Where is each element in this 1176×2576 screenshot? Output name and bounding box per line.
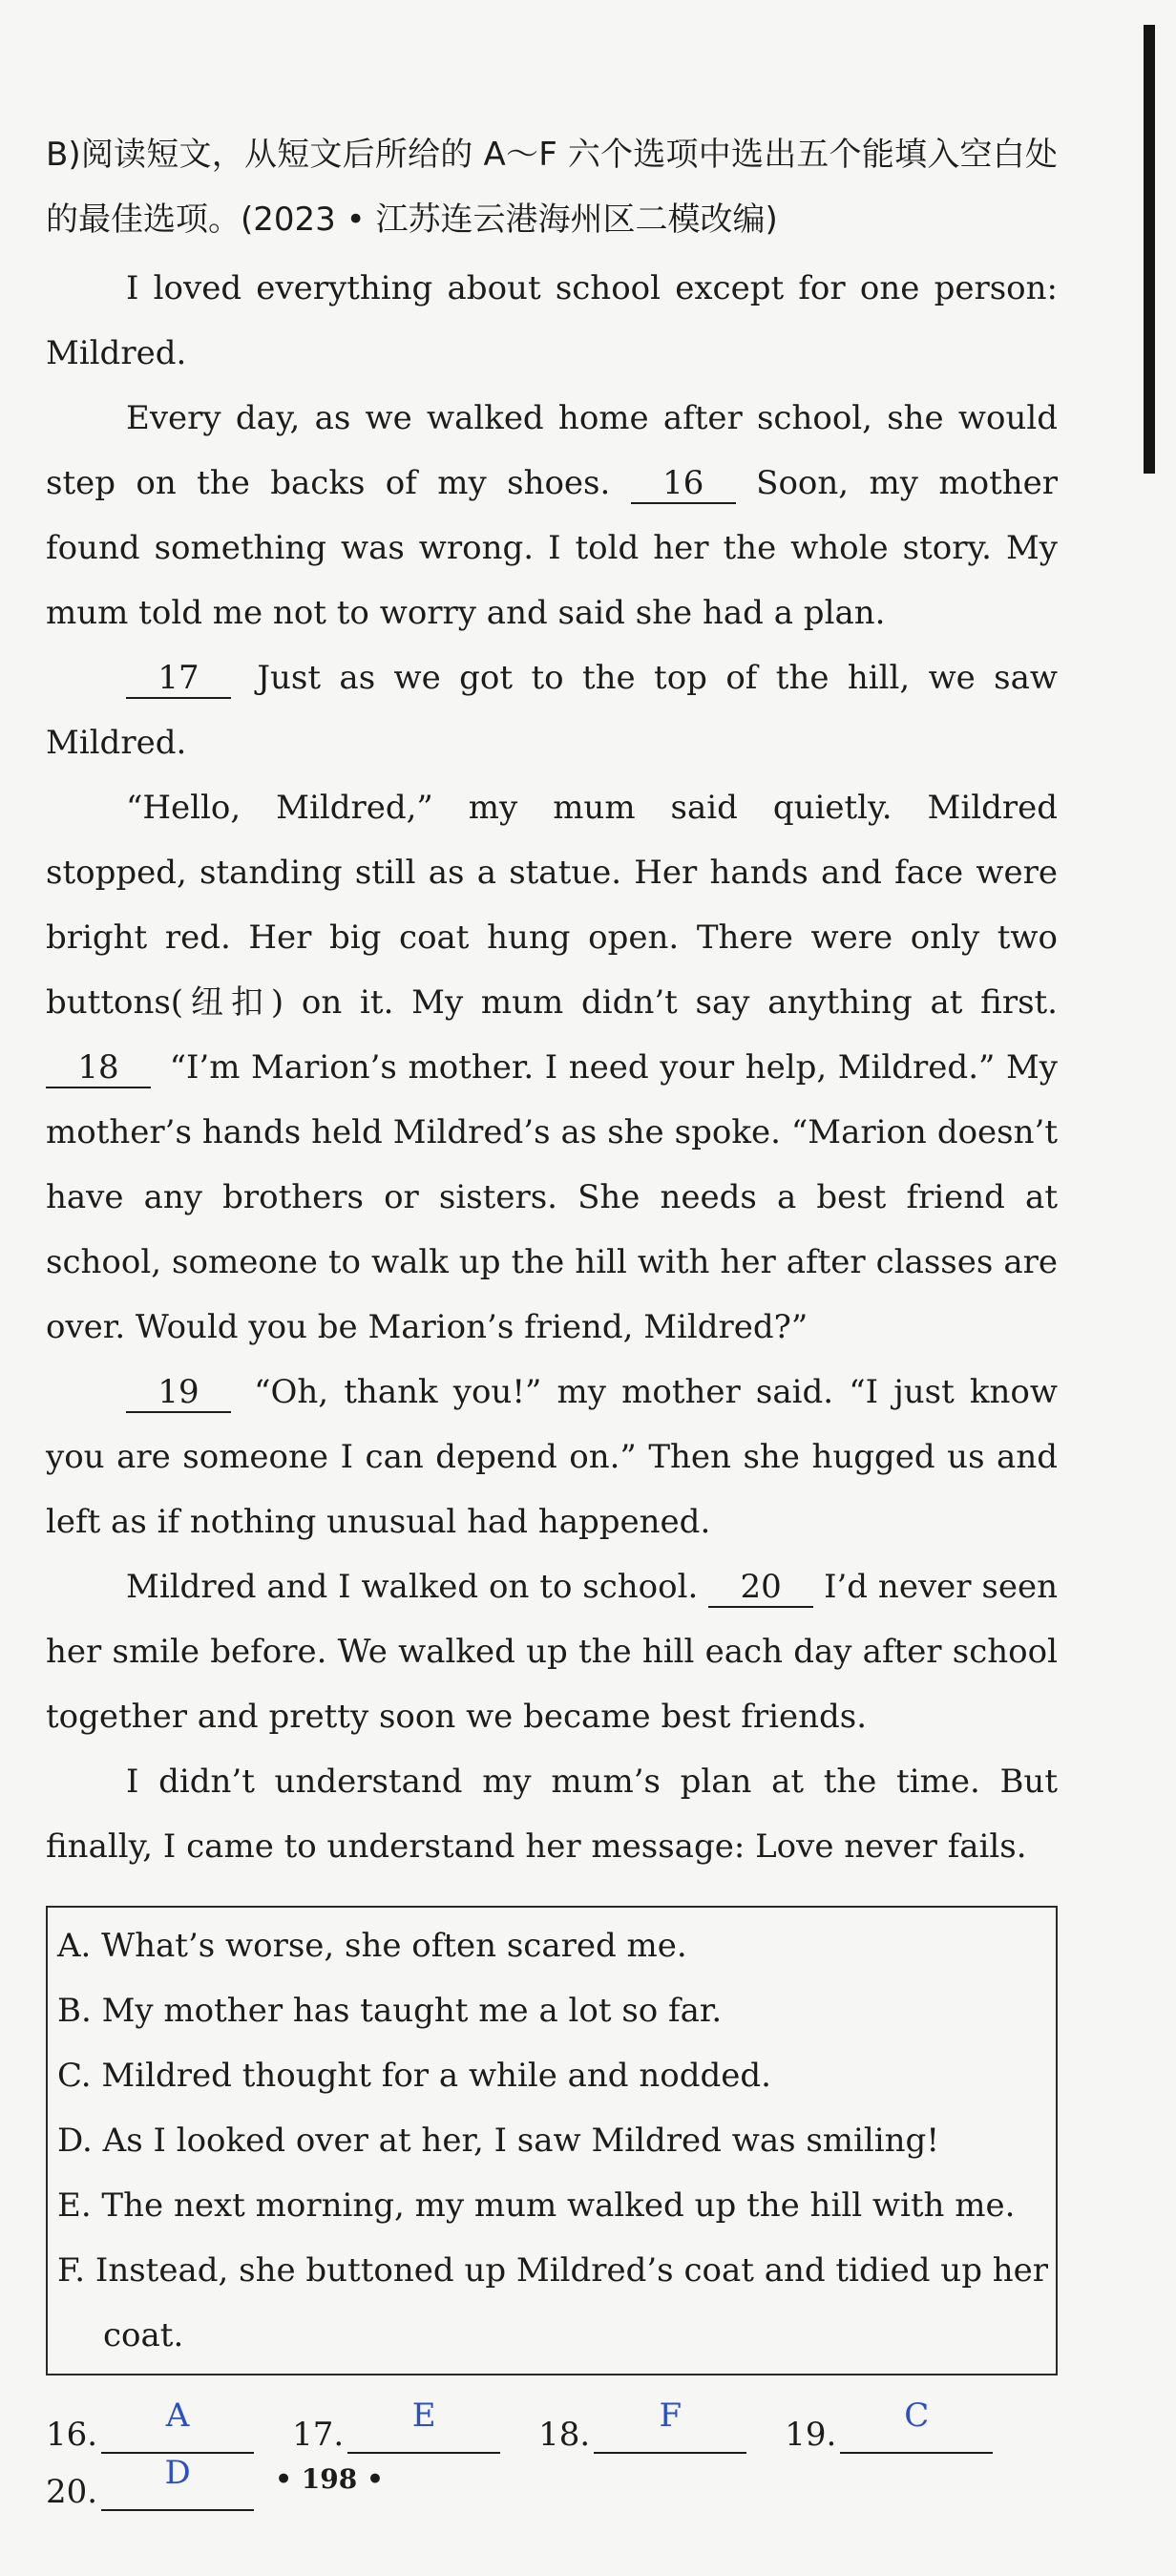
page-content (46, 122, 1058, 2511)
answer-17 (292, 2397, 500, 2454)
paragraph-6-text-a: Mildred and I walked on to school. (126, 1568, 699, 1606)
blank-17: 17 (126, 659, 231, 699)
option-a: A. What’s worse, she often scared me. (57, 1927, 687, 1965)
answer-blank (840, 2397, 993, 2454)
answer-value: F (659, 2397, 682, 2435)
answer-value: C (904, 2397, 930, 2435)
answer-18 (538, 2397, 746, 2454)
answer-number: 20. (46, 2473, 98, 2511)
paragraph-3 (46, 645, 1058, 775)
paragraph-6-text-b: I’d never seen her smile before. We walked up the hill each day after school together and pretty soon we became best friends. (46, 1568, 1058, 1736)
page-number: • 198 • (275, 2463, 384, 2495)
answer-value: E (411, 2397, 436, 2435)
paragraph-2-text-b: Soon, my mother found something was wrong. I told her the whole story. My mum told me not to worry and said she had a plan. (46, 464, 1059, 632)
page-edge-bar (1144, 25, 1155, 474)
paragraph-7: I didn’t understand my mum’s plan at the time. But finally, I came to understand her message: Love never fails. (46, 1763, 1058, 1866)
paragraph-5-text: “Oh, thank you!” my mother said. “I just know you are someone I can depend on.” Then she hugged us and left as if nothing unusual had happened. (46, 1373, 1058, 1541)
answer-value: A (165, 2397, 190, 2435)
blank-18: 18 (46, 1048, 151, 1088)
answer-blank (594, 2397, 746, 2454)
answer-number: 18. (538, 2416, 591, 2454)
option-e: E. The next morning, my mum walked up the hill with me. (57, 2186, 1016, 2225)
answer-number: 19. (785, 2416, 837, 2454)
paragraph-4-text-a: “Hello, Mildred,” my mum said quietly. Mildred stopped, standing still as a statue. Her hands and face were bright red. Her big coat hung open. There were only two buttons(纽扣) on it. My mum didn’t say anything at first. (46, 789, 1058, 1022)
blank-20: 20 (708, 1568, 813, 1608)
option-c: C. Mildred thought for a while and nodded. (57, 2057, 771, 2095)
paragraph-4 (46, 775, 1058, 1360)
answer-19 (785, 2397, 993, 2454)
paragraph-4-text-b: “I’m Marion’s mother. I need your help, Mildred.” My mother’s hands held Mildred’s as she spoke. “Marion doesn’t have any brothers or sisters. She needs a best friend at school, someone to walk up the hill with her after classes are over. Would you be Marion’s friend, Mildred?” (46, 1048, 1058, 1346)
answer-number: 17. (292, 2416, 345, 2454)
paragraph-3-text: Just as we got to the top of the hill, we saw Mildred. (46, 659, 1059, 762)
paragraph-2-text-a: Every day, as we walked home after school, she would step on the backs of my shoes. (46, 399, 1058, 502)
blank-19: 19 (126, 1373, 231, 1413)
answer-blank (347, 2397, 500, 2454)
paragraph-1: I loved everything about school except for one person: Mildred. (46, 269, 1058, 372)
paragraph-6 (46, 1554, 1058, 1749)
option-b: B. My mother has taught me a lot so far. (57, 1992, 723, 2030)
paragraph-2 (46, 386, 1058, 645)
paragraph-5 (46, 1360, 1058, 1554)
blank-16: 16 (631, 464, 736, 504)
option-d: D. As I looked over at her, I saw Mildred was smiling! (57, 2122, 939, 2160)
answer-number: 16. (46, 2416, 98, 2454)
options-box (46, 1906, 1058, 2375)
answer-row-1 (46, 2397, 1058, 2454)
answer-value: D (164, 2454, 191, 2492)
answer-16 (46, 2397, 254, 2454)
option-f: F. Instead, she buttoned up Mildred’s coat and tidied up her coat. (57, 2251, 1049, 2354)
section-instructions: B)阅读短文，从短文后所给的 A～F 六个选项中选出五个能填入空白处的最佳选项。(2023 • 江苏连云港海州区二模改编) (46, 136, 1058, 239)
answer-blank (101, 2397, 254, 2454)
